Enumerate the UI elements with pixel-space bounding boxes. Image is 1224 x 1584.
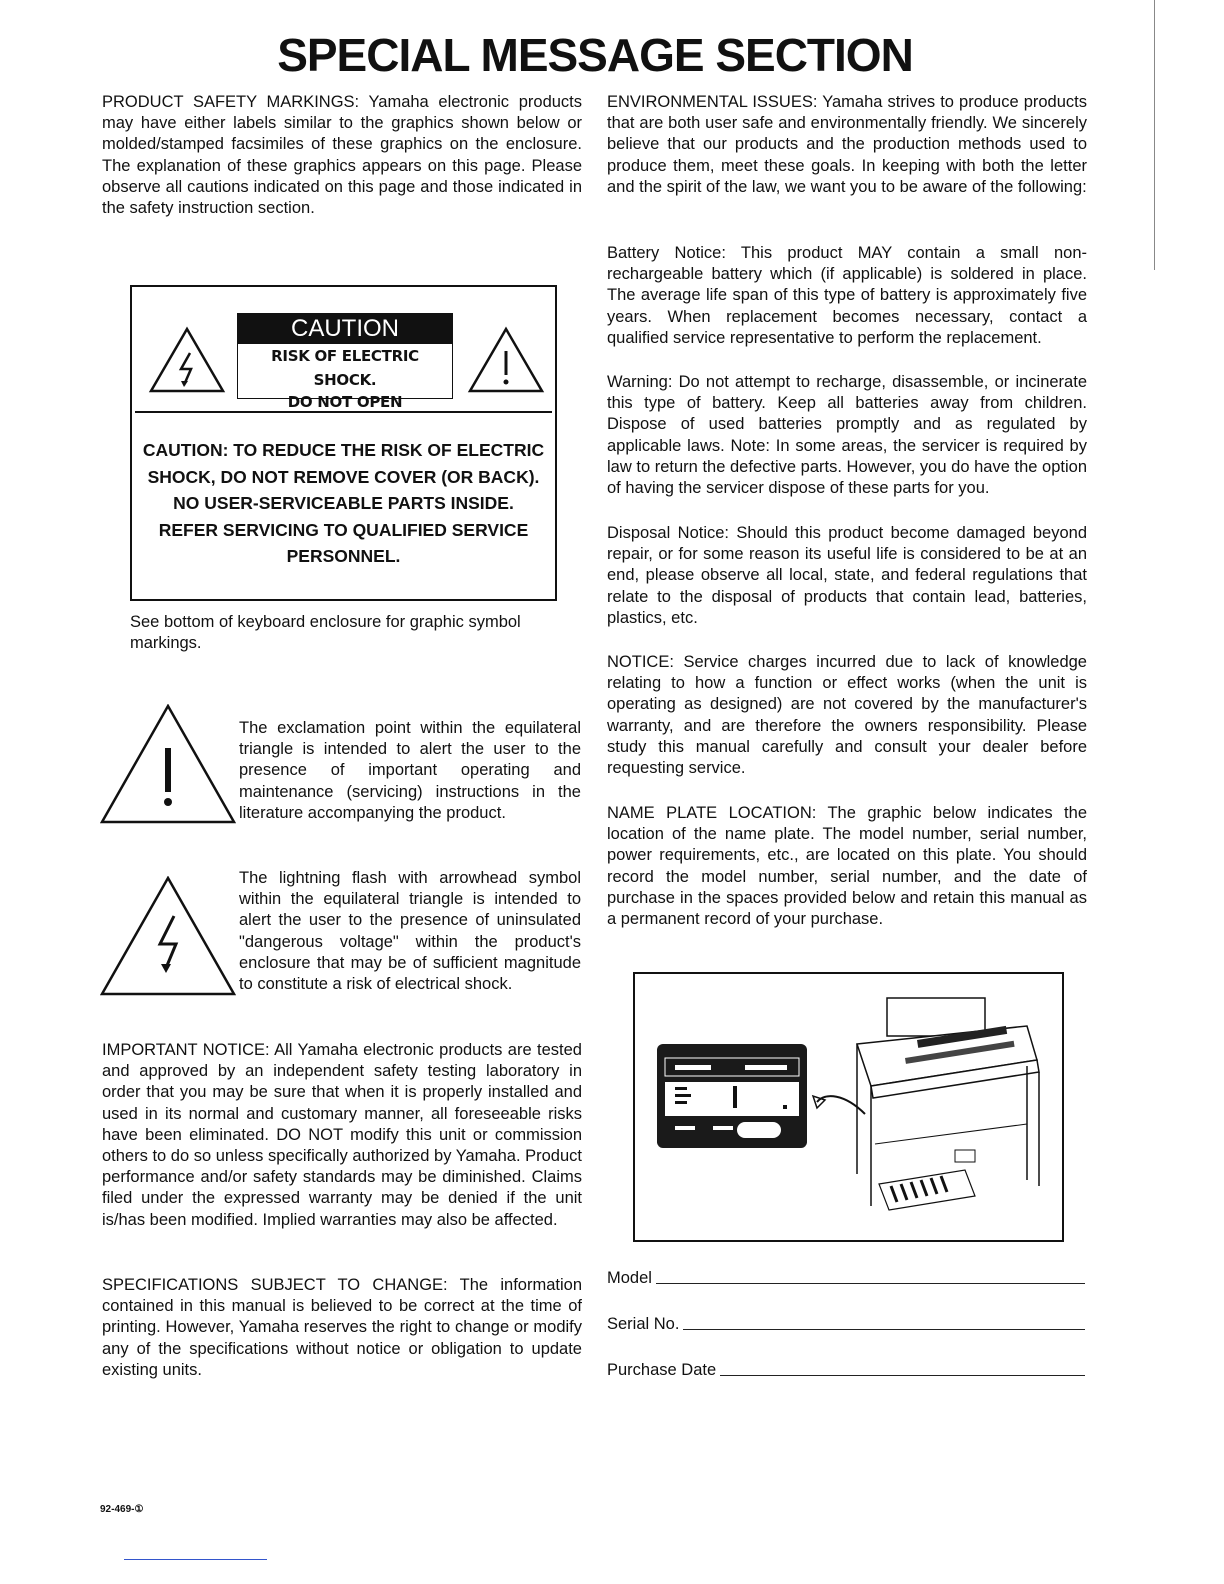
model-field[interactable] xyxy=(607,1266,1085,1288)
caution-divider xyxy=(135,411,552,413)
caution-header xyxy=(237,313,453,411)
service-notice: NOTICE: Service charges incurred due to lack of knowledge relating to how a function or effect works (when the unit is operating as designed) are not covered by the manufacturer's warranty, and are therefore the owners responsibility. Please study this manual carefully and consult your dealer before requesting service. xyxy=(607,653,1087,778)
important-notice: IMPORTANT NOTICE: All Yamaha electronic products are tested and approved by an independent safety testing laboratory in order that you may be sure that when it is properly installed and used in its normal and customary manner, all foreseeable risks have been eliminated. DO NOT modify this unit or commission others to do so unless specifically authorized by Yamaha. Product performance and/or safety standards may be diminished. Claims filed under the expressed warranty may be denied if the unit is/has been modified. Implied warranties may also be affected. xyxy=(102,1041,582,1229)
model-label: Model xyxy=(607,1269,656,1288)
caution-risk-line2: DO NOT OPEN xyxy=(287,393,403,411)
caution-text: CAUTION: TO REDUCE THE RISK OF ELECTRIC SHOCK, DO NOT REMOVE COVER (OR BACK). NO USER-SERVICEABLE PARTS INSIDE. REFER SERVICING TO QUALIFIED SERVICE PERSONNEL. xyxy=(142,440,545,566)
serial-number-label: Serial No. xyxy=(607,1315,683,1334)
purchase-date-label: Purchase Date xyxy=(607,1361,720,1380)
disposal-notice: Disposal Notice: Should this product become damaged beyond repair, or for some reason its useful life is considered to be at an end, please observe all local, state, and federal regulations that relate to the disposal of products that contain lead, batteries, plastics, etc. xyxy=(607,524,1087,627)
environmental-issues: ENVIRONMENTAL ISSUES: Yamaha strives to produce products that are both user safe and environmentally friendly. We sincerely believe that our products and the production methods used to produce them, meet these goals. In keeping with both the letter and the spirit of the law, we want you to be aware of the following: xyxy=(607,93,1087,196)
lightning-explanation: The lightning flash with arrowhead symbol within the equilateral triangle is intended to alert the user to the presence of uninsulated "dangerous voltage" within the product's enclosure that may be of sufficient magnitude to constitute a risk of electrical shock. xyxy=(239,869,581,994)
product-safety-markings: PRODUCT SAFETY MARKINGS: Yamaha electronic products may have either labels similar to the graphics shown below or molded/stamped facsimiles of these graphics on the enclosure. The explanation of these graphics appears on this page. Please observe all cautions indicated on this page and those indicated in the safety instruction section. xyxy=(102,93,582,218)
footer-rule xyxy=(124,1559,267,1560)
organ-illustration xyxy=(635,974,1062,1240)
caution-risk-line1: RISK OF ELECTRIC SHOCK. xyxy=(271,347,419,389)
name-plate-location: NAME PLATE LOCATION: The graphic below indicates the location of the name plate. The model number, serial number, power requirements, etc., are located on this plate. You should record the model number, serial number, and the date of purchase in the spaces provided below and retain this manual as a permanent record of your purchase. xyxy=(607,804,1087,929)
exclamation-warning-icon xyxy=(467,325,545,395)
caution-label-box xyxy=(130,285,557,601)
page-edge-line xyxy=(1154,0,1155,270)
exclamation-triangle-icon xyxy=(100,704,236,824)
purchase-date-field[interactable] xyxy=(607,1358,1085,1380)
see-bottom-note: See bottom of keyboard enclosure for graphic symbol markings. xyxy=(130,613,521,653)
specifications-notice: SPECIFICATIONS SUBJECT TO CHANGE: The information contained in this manual is believed to be correct at the time of printing. However, Yamaha reserves the right to change or modify any of the specifications without notice or obligation to update existing units. xyxy=(102,1276,582,1379)
battery-notice: Battery Notice: This product MAY contain a small non-rechargeable battery which (if applicable) is soldered in place. The average life span of this type of battery is approximately five years. When replacement becomes necessary, contact a qualified service representative to perform the replacement. xyxy=(607,244,1087,347)
page-title: SPECIAL MESSAGE SECTION xyxy=(277,29,913,81)
lightning-warning-icon xyxy=(148,325,226,395)
serial-number-field[interactable] xyxy=(607,1312,1085,1334)
exclamation-explanation: The exclamation point within the equilateral triangle is intended to alert the user to the presence of important operating and maintenance (servicing) instructions in the literature accompanying the product. xyxy=(239,719,581,822)
name-plate-figure xyxy=(633,972,1064,1242)
lightning-triangle-icon xyxy=(100,876,236,996)
document-code: 92-469-① xyxy=(100,1504,144,1515)
caution-banner: CAUTION xyxy=(238,314,452,344)
warning-notice: Warning: Do not attempt to recharge, disassemble, or incinerate this type of battery. Keep all batteries away from children. Dispose of used batteries promptly and as regulated by applicable laws. Note: In some areas, the servicer is required by law to return the defective parts. However, you do have the option of having the servicer dispose of these parts for you. xyxy=(607,373,1087,498)
